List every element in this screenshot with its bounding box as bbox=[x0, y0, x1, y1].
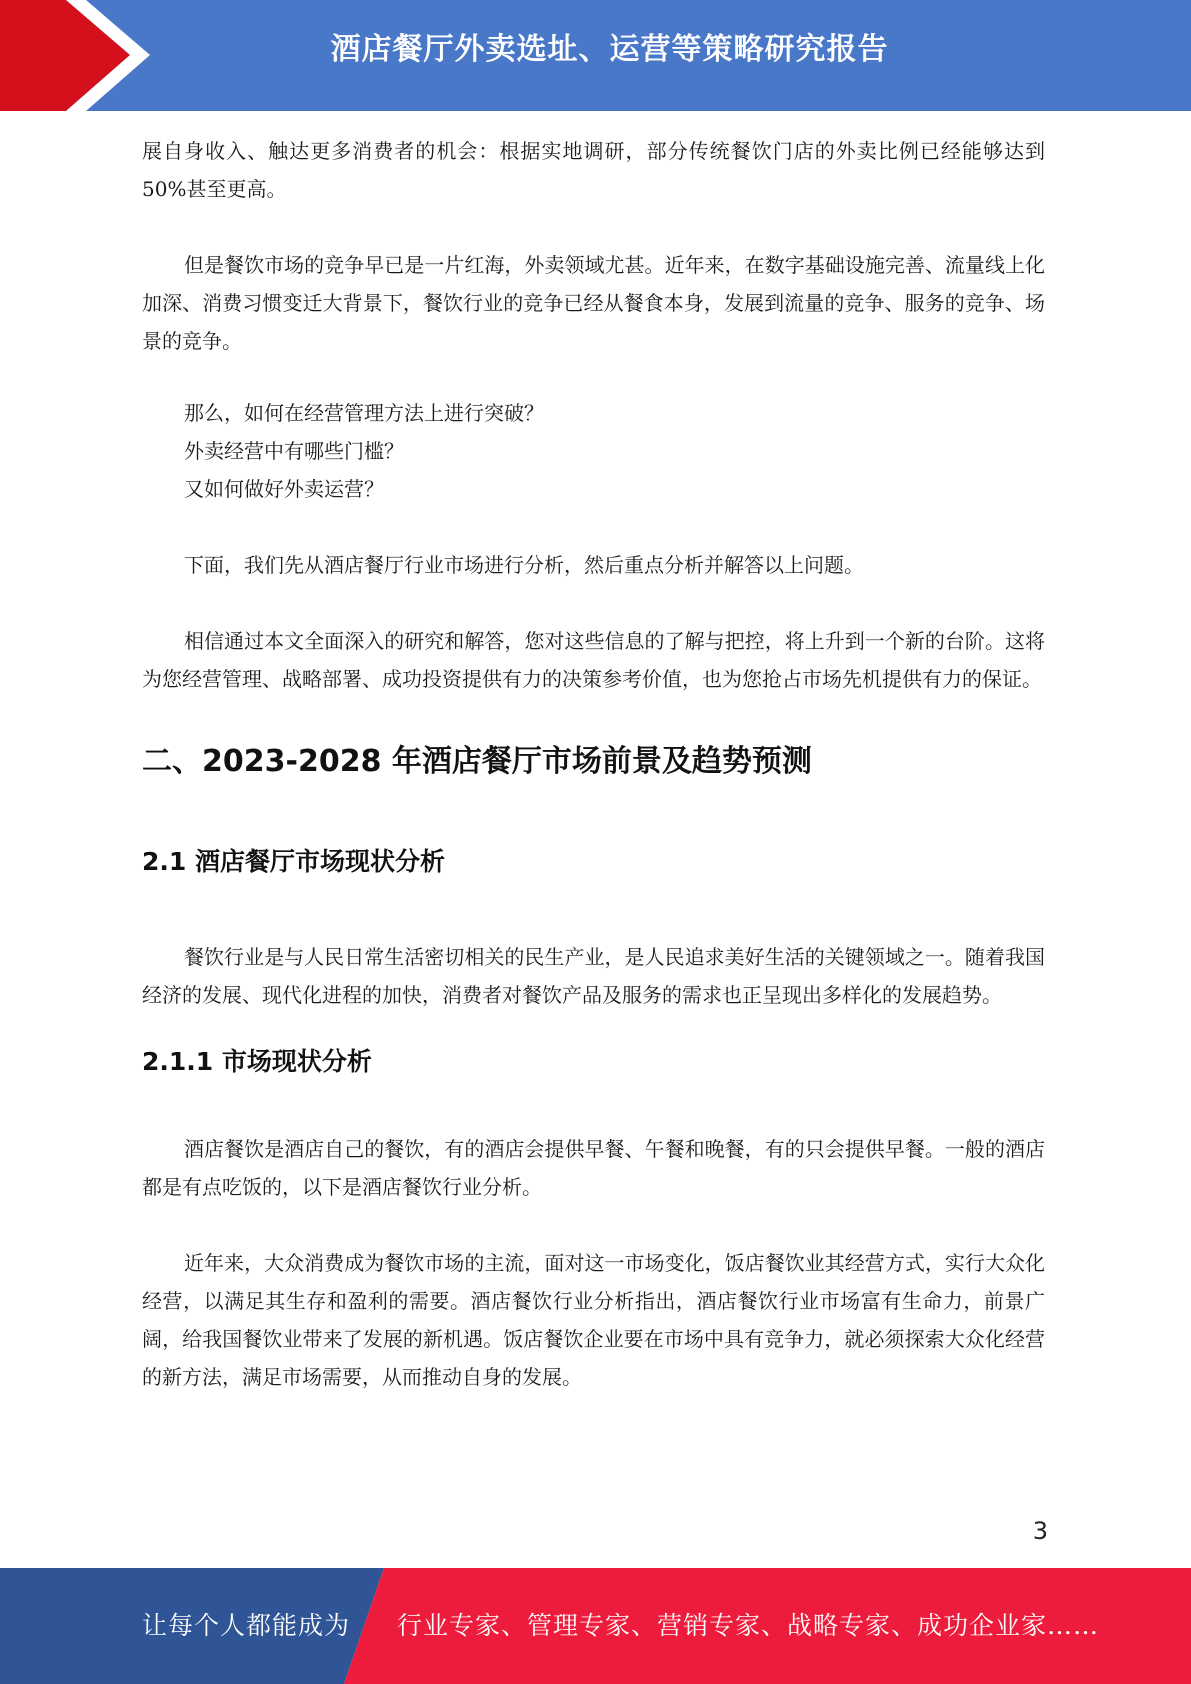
question-list bbox=[142, 394, 1045, 508]
paragraph-4: 相信通过本文全面深入的研究和解答，您对这些信息的了解与把控，将上升到一个新的台阶。这将为您经营管理、战略部署、成功投资提供有力的决策参考价值，也为您抢占市场先机提供有力的保证。 bbox=[142, 629, 1045, 691]
subsubsection-heading: 2.1.1 市场现状分析 bbox=[142, 1047, 372, 1076]
footer-slogan-left: 让每个人都能成为 bbox=[142, 1611, 351, 1640]
paragraph-2: 但是餐饮市场的竞争早已是一片红海，外卖领域尤甚。近年来，在数字基础设施完善、流量线上化加深、消费习惯变迁大背景下，餐饮行业的竞争已经从餐食本身，发展到流量的竞争、服务的竞争、场景的竞争。 bbox=[142, 253, 1045, 353]
question-item: 那么，如何在经营管理方法上进行突破？ bbox=[184, 401, 544, 425]
paragraph-5: 餐饮行业是与人民日常生活密切相关的民生产业，是人民追求美好生活的关键领域之一。随着我国经济的发展、现代化进程的加快，消费者对餐饮产品及服务的需求也正呈现出多样化的发展趋势。 bbox=[142, 945, 1045, 1007]
footer-slogan-right: 行业专家、管理专家、营销专家、战略专家、成功企业家…… bbox=[397, 1611, 1100, 1640]
paragraph-3: 下面，我们先从酒店餐厅行业市场进行分析，然后重点分析并解答以上问题。 bbox=[184, 553, 864, 577]
paragraph-7: 近年来，大众消费成为餐饮市场的主流，面对这一市场变化，饭店餐饮业其经营方式，实行大众化经营，以满足其生存和盈利的需要。酒店餐饮行业分析指出，酒店餐饮行业市场富有生命力，前景广阔，给我国餐饮业带来了发展的新机遇。饭店餐饮企业要在市场中具有竞争力，就必须探索大众化经营的新方法，满足市场需要，从而推动自身的发展。 bbox=[142, 1251, 1045, 1389]
page-number: 3 bbox=[1032, 1517, 1048, 1545]
question-item: 又如何做好外卖运营？ bbox=[184, 477, 384, 501]
question-item: 外卖经营中有哪些门槛？ bbox=[184, 439, 404, 463]
paragraph-6: 酒店餐饮是酒店自己的餐饮，有的酒店会提供早餐、午餐和晚餐，有的只会提供早餐。一般的酒店都是有点吃饭的，以下是酒店餐饮行业分析。 bbox=[142, 1137, 1045, 1199]
paragraph-1: 展自身收入、触达更多消费者的机会：根据实地调研，部分传统餐饮门店的外卖比例已经能够达到50%甚至更高。 bbox=[142, 139, 1045, 201]
subsection-heading: 2.1 酒店餐厅市场现状分析 bbox=[142, 847, 445, 876]
section-heading: 二、2023-2028 年酒店餐厅市场前景及趋势预测 bbox=[142, 744, 812, 779]
footer-band bbox=[0, 1568, 1191, 1684]
report-title: 酒店餐厅外卖选址、运营等策略研究报告 bbox=[330, 32, 889, 67]
document-body bbox=[142, 132, 1045, 1396]
header-band bbox=[0, 0, 1191, 111]
